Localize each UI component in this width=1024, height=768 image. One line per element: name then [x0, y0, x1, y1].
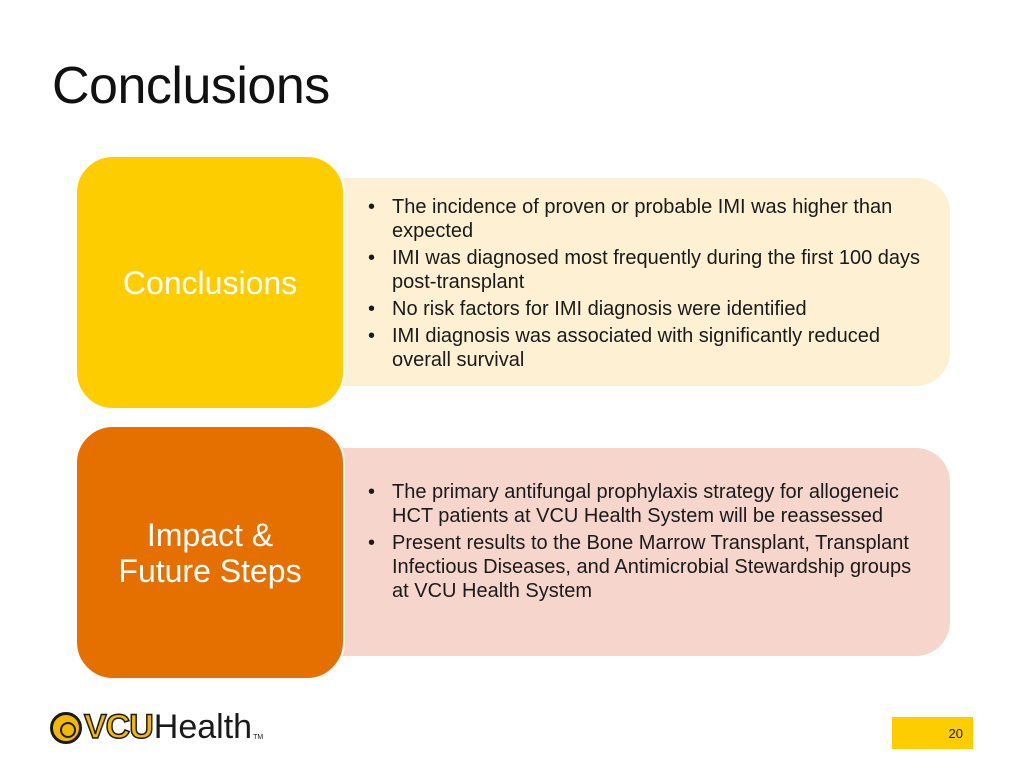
bullet-item: • No risk factors for IMI diagnosis were identified [366, 297, 926, 321]
vcu-seal-icon [50, 712, 82, 744]
logo-trademark: TM [253, 734, 264, 741]
logo-health-text: Health [153, 708, 253, 746]
bullet-item: • The incidence of proven or probable IMI was higher than expected [366, 195, 926, 243]
bullet-item: • IMI diagnosis was associated with significantly reduced overall survival [366, 324, 926, 372]
impact-label-line1: Impact & [146, 516, 274, 553]
slide-title: Conclusions [52, 57, 330, 115]
conclusions-bullet-list [366, 195, 926, 375]
conclusions-label-box [75, 155, 345, 410]
impact-label [118, 517, 301, 589]
impact-bullet-list [366, 480, 926, 606]
impact-label-line2: Future Steps [118, 552, 302, 589]
conclusions-label: Conclusions [122, 264, 298, 301]
bullet-item: • IMI was diagnosed most frequently during the first 100 days post-transplant [366, 246, 926, 294]
bullet-item: • The primary antifungal prophylaxis strategy for allogeneic HCT patients at VCU Health System will be reassessed [366, 480, 926, 528]
impact-label-box [75, 425, 345, 680]
page-number: 20 [892, 717, 973, 749]
vcu-health-logo [50, 708, 263, 747]
logo-vcu-text: VCU [84, 708, 153, 746]
bullet-item: • Present results to the Bone Marrow Transplant, Transplant Infectious Diseases, and Antimicrobial Stewardship groups at VCU Health System [366, 531, 926, 603]
